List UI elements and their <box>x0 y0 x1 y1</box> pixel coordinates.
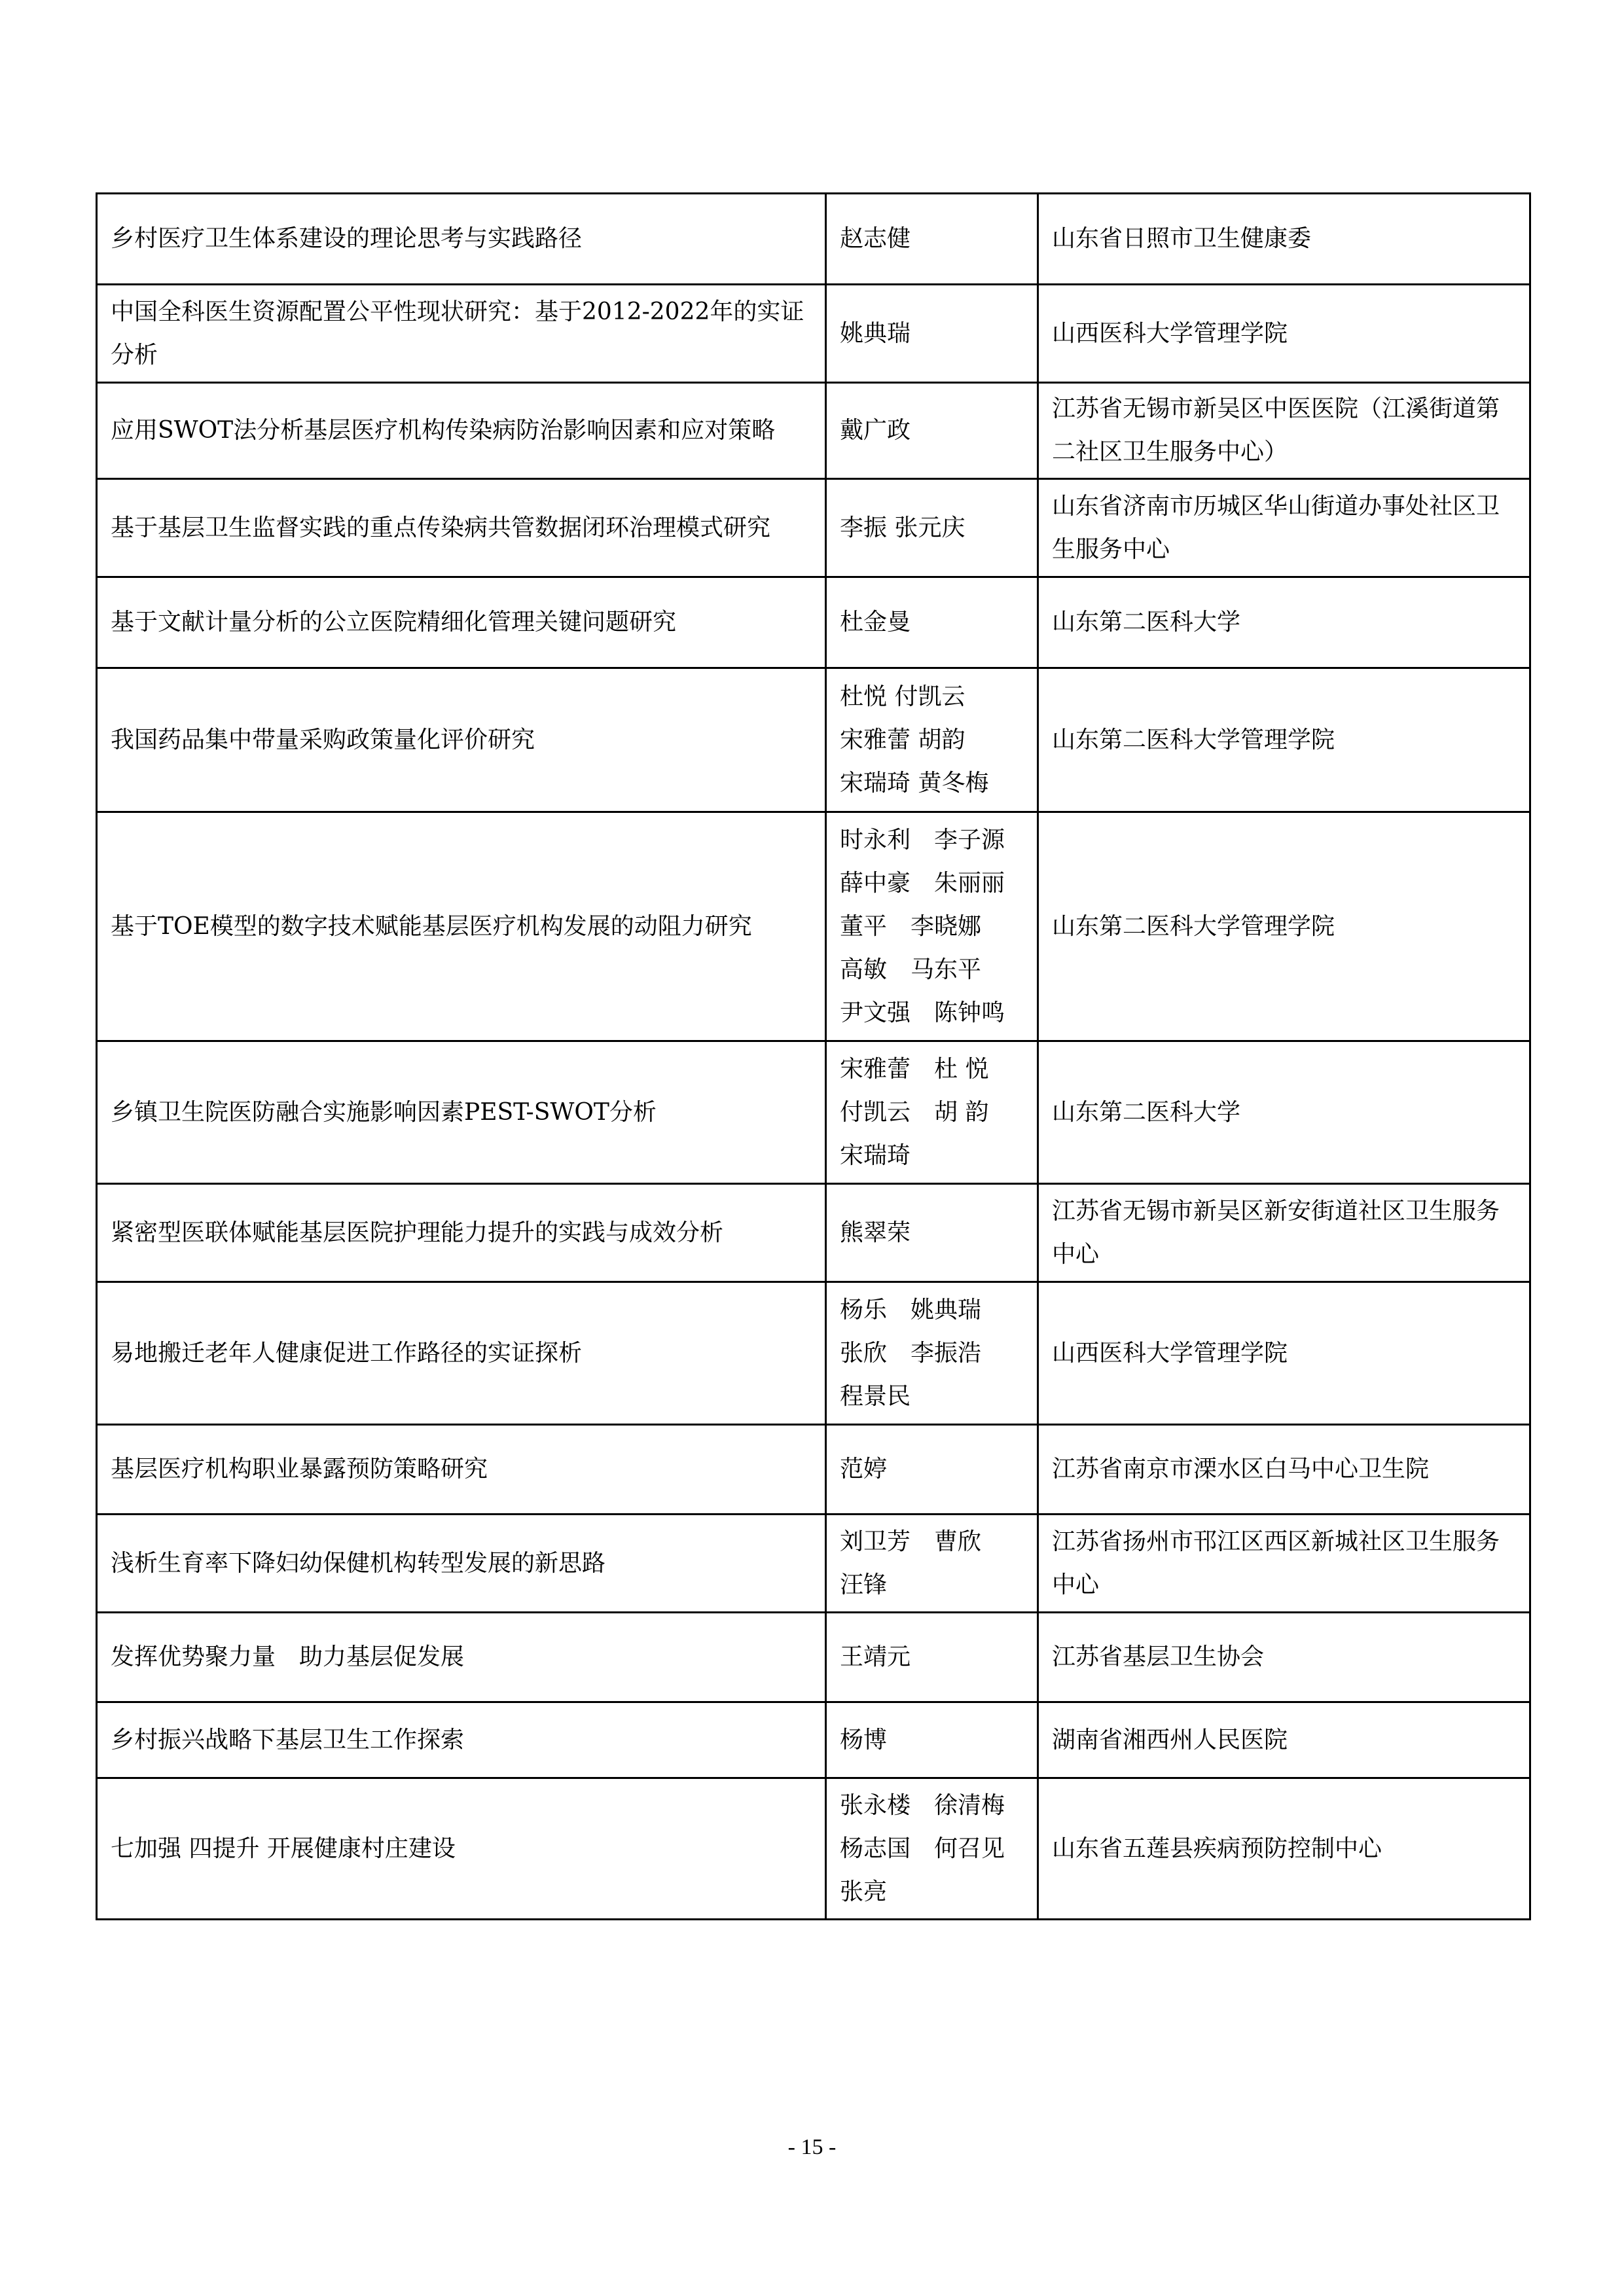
authors-cell <box>826 1425 1038 1515</box>
paper-title-cell: 易地搬迁老年人健康促进工作路径的实证探析 <box>97 1282 826 1425</box>
organization-cell: 江苏省南京市溧水区白马中心卫生院 <box>1038 1425 1530 1515</box>
organization-cell: 山东省济南市历城区华山街道办事处社区卫生服务中心 <box>1038 479 1530 577</box>
author-line: 杜金曼 <box>840 609 911 636</box>
author-line: 张永楼 徐清梅 <box>840 1791 1005 1819</box>
table-row <box>97 668 1530 812</box>
author-line: 汪锋 <box>840 1571 888 1598</box>
author-line: 董平 李晓娜 <box>840 912 982 940</box>
authors-cell <box>826 1184 1038 1282</box>
paper-title-cell: 发挥优势聚力量 助力基层促发展 <box>97 1613 826 1702</box>
paper-title-cell: 乡村医疗卫生体系建设的理论思考与实践路径 <box>97 194 826 285</box>
paper-title-cell: 乡村振兴战略下基层卫生工作探索 <box>97 1702 826 1778</box>
author-line: 杜悦 付凯云 <box>840 683 965 710</box>
paper-title-cell: 中国全科医生资源配置公平性现状研究：基于2012-2022年的实证分析 <box>97 285 826 383</box>
table-row <box>97 1282 1530 1425</box>
authors-cell <box>826 812 1038 1041</box>
authors-cell <box>826 1613 1038 1702</box>
author-line: 高敏 马东平 <box>840 956 982 983</box>
author-line: 尹文强 陈钟鸣 <box>840 999 1005 1026</box>
organization-cell: 山东省五莲县疾病预防控制中心 <box>1038 1778 1530 1920</box>
authors-cell <box>826 1041 1038 1184</box>
organization-cell: 山东省日照市卫生健康委 <box>1038 194 1530 285</box>
paper-title-cell: 我国药品集中带量采购政策量化评价研究 <box>97 668 826 812</box>
table-row <box>97 194 1530 285</box>
table-row <box>97 1425 1530 1515</box>
authors-cell <box>826 479 1038 577</box>
authors-cell <box>826 383 1038 479</box>
table-row <box>97 1184 1530 1282</box>
authors-cell <box>826 1778 1038 1920</box>
organization-cell: 山东第二医科大学 <box>1038 1041 1530 1184</box>
table-row <box>97 812 1530 1041</box>
author-line: 熊翠荣 <box>840 1219 911 1246</box>
award-list-table <box>96 192 1531 1920</box>
organization-cell: 山东第二医科大学 <box>1038 577 1530 668</box>
paper-title-cell: 浅析生育率下降妇幼保健机构转型发展的新思路 <box>97 1515 826 1613</box>
table-row <box>97 285 1530 383</box>
organization-cell: 江苏省无锡市新吴区中医医院（江溪街道第二社区卫生服务中心） <box>1038 383 1530 479</box>
authors-cell <box>826 1515 1038 1613</box>
author-line: 张欣 李振浩 <box>840 1339 982 1367</box>
paper-title-cell: 应用SWOT法分析基层医疗机构传染病防治影响因素和应对策略 <box>97 383 826 479</box>
table-row <box>97 1041 1530 1184</box>
organization-cell: 湖南省湘西州人民医院 <box>1038 1702 1530 1778</box>
organization-cell: 山东第二医科大学管理学院 <box>1038 812 1530 1041</box>
author-line: 范婷 <box>840 1456 888 1482</box>
table-row <box>97 1613 1530 1702</box>
organization-cell: 山西医科大学管理学院 <box>1038 285 1530 383</box>
paper-title-cell: 基于基层卫生监督实践的重点传染病共管数据闭环治理模式研究 <box>97 479 826 577</box>
table-row <box>97 1515 1530 1613</box>
authors-cell <box>826 194 1038 285</box>
table-row <box>97 479 1530 577</box>
authors-cell <box>826 1282 1038 1425</box>
table-row <box>97 383 1530 479</box>
author-line: 李振 张元庆 <box>840 514 965 541</box>
author-line: 杨志国 何召见 <box>840 1835 1005 1862</box>
author-line: 王靖元 <box>840 1643 911 1670</box>
author-line: 宋雅蕾 杜 悦 <box>840 1055 989 1083</box>
page-number: - 15 - <box>787 2135 837 2159</box>
author-line: 时永利 李子源 <box>840 826 1005 853</box>
author-line: 杨乐 姚典瑞 <box>840 1296 982 1323</box>
organization-cell: 山东第二医科大学管理学院 <box>1038 668 1530 812</box>
author-line: 姚典瑞 <box>840 319 911 347</box>
paper-title-cell: 乡镇卫生院医防融合实施影响因素PEST-SWOT分析 <box>97 1041 826 1184</box>
organization-cell: 山西医科大学管理学院 <box>1038 1282 1530 1425</box>
paper-title-cell: 七加强 四提升 开展健康村庄建设 <box>97 1778 826 1920</box>
organization-cell: 江苏省扬州市邗江区西区新城社区卫生服务中心 <box>1038 1515 1530 1613</box>
authors-cell <box>826 285 1038 383</box>
author-line: 程景民 <box>840 1382 911 1410</box>
paper-title-cell: 基于TOE模型的数字技术赋能基层医疗机构发展的动阻力研究 <box>97 812 826 1041</box>
paper-title-cell: 紧密型医联体赋能基层医院护理能力提升的实践与成效分析 <box>97 1184 826 1282</box>
author-line: 戴广政 <box>840 417 911 444</box>
author-line: 宋瑞琦 黄冬梅 <box>840 769 989 797</box>
author-line: 薛中豪 朱丽丽 <box>840 869 1005 897</box>
paper-title-cell: 基层医疗机构职业暴露预防策略研究 <box>97 1425 826 1515</box>
author-line: 张亮 <box>840 1878 888 1905</box>
author-line: 杨博 <box>840 1726 888 1753</box>
organization-cell: 江苏省无锡市新吴区新安街道社区卫生服务中心 <box>1038 1184 1530 1282</box>
author-line: 宋雅蕾 胡韵 <box>840 726 965 753</box>
author-line: 赵志健 <box>840 225 911 252</box>
organization-cell: 江苏省基层卫生协会 <box>1038 1613 1530 1702</box>
table-row <box>97 577 1530 668</box>
authors-cell <box>826 1702 1038 1778</box>
author-line: 刘卫芳 曹欣 <box>840 1528 982 1555</box>
table-row <box>97 1702 1530 1778</box>
table-body <box>97 194 1530 1920</box>
table-row <box>97 1778 1530 1920</box>
paper-title-cell: 基于文献计量分析的公立医院精细化管理关键问题研究 <box>97 577 826 668</box>
author-line: 宋瑞琦 <box>840 1141 911 1169</box>
author-line: 付凯云 胡 韵 <box>840 1098 989 1126</box>
authors-cell <box>826 577 1038 668</box>
authors-cell <box>826 668 1038 812</box>
